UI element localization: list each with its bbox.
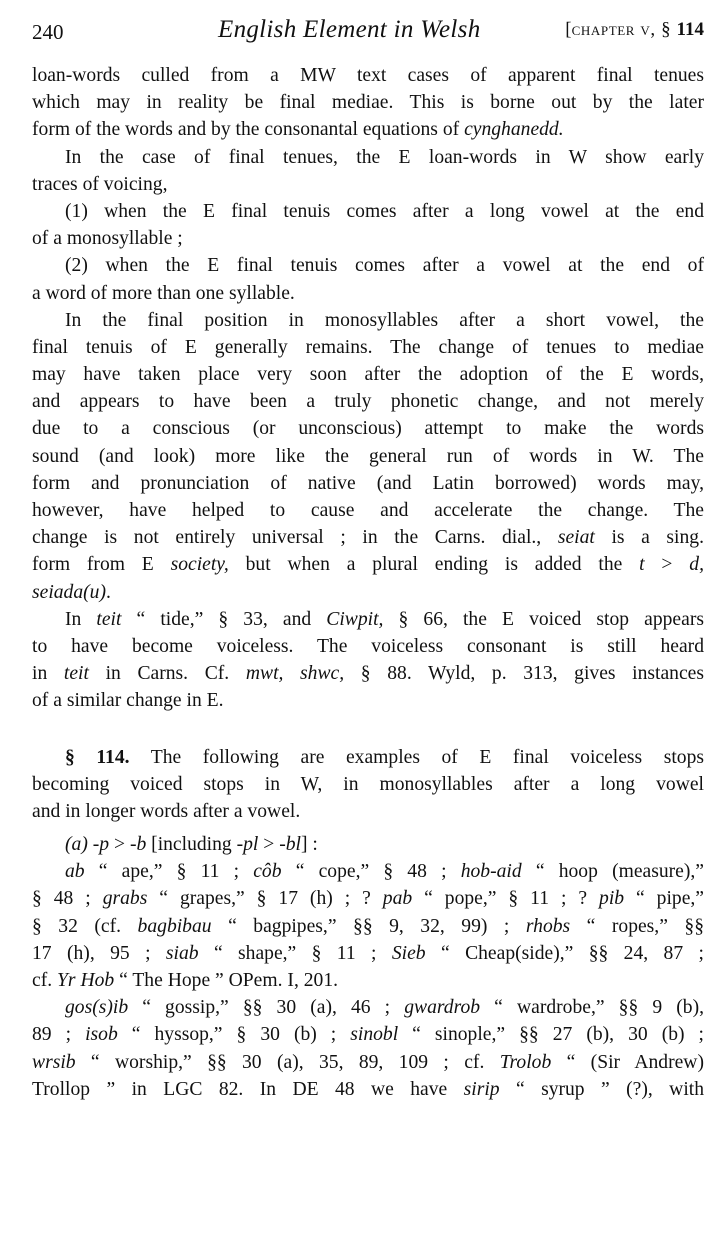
text-line: which may in reality be final mediae. This is borne out by the later — [32, 92, 704, 114]
text-line: of a similar change in E. — [32, 690, 224, 712]
text-line: sound (and look) more like the general run of words in W. The — [32, 445, 704, 467]
text-line: In the case of final tenues, the E loan-words in W show early — [65, 146, 704, 168]
text-line: and in longer words after a vowel. — [32, 800, 301, 822]
text-line: wrsib “ worship,” §§ 30 (a), 35, 89, 109 ; cf. Trolob “ (Sir Andrew) — [32, 1051, 704, 1073]
text-line: § 48 ; grabs “ grapes,” § 17 (h) ; ? pab “ pope,” § 11 ; ? pib “ pipe,” — [32, 888, 704, 910]
text-line: may have taken place very soon after the adoption of the E words, — [32, 364, 704, 386]
text-line: gos(s)ib “ gossip,” §§ 30 (a), 46 ; gwardrob “ wardrobe,” §§ 9 (b), — [65, 997, 705, 1019]
text-line: In the final position in monosyllables after a short vowel, the — [65, 309, 704, 331]
subsection-label: (a) -p > -b [including -pl > -bl] : — [65, 834, 318, 856]
section-reference — [565, 19, 704, 41]
text-line: becoming voiced stops in W, in monosyllables after a long vowel — [32, 773, 704, 795]
section-chapter: chapter v, § — [571, 19, 677, 40]
text-line: traces of voicing, — [32, 173, 168, 195]
section-number: 114 — [676, 19, 704, 40]
body-text — [32, 62, 704, 1103]
text-line: ab “ ape,” § 11 ; côb “ cope,” § 48 ; hob-aid “ hoop (measure),” — [65, 861, 704, 883]
text-line: seiada(u). — [32, 581, 111, 603]
text-line: a word of more than one syllable. — [32, 282, 295, 304]
text-line: Trollop ” in LGC 82. In DE 48 we have sirip “ syrup ” (?), with — [32, 1078, 704, 1100]
page-number: 240 — [32, 20, 64, 44]
text-line: (1) when the E final tenuis comes after a long vowel at the end — [65, 200, 704, 222]
text-line: form from E society, but when a plural ending is added the t > d, — [32, 554, 704, 576]
section-bracket: [ — [565, 19, 572, 40]
text-line: form and pronunciation of native (and Latin borrowed) words may, — [32, 472, 704, 494]
text-line: 17 (h), 95 ; siab “ shape,” § 11 ; Sieb “ Cheap(side),” §§ 24, 87 ; — [32, 942, 704, 964]
text-line: of a monosyllable ; — [32, 228, 183, 250]
text-line: § 32 (cf. bagbibau “ bagpipes,” §§ 9, 32, 99) ; rhobs “ ropes,” §§ — [32, 915, 704, 937]
text-line: 89 ; isob “ hyssop,” § 30 (b) ; sinobl “ sinople,” §§ 27 (b), 30 (b) ; — [32, 1024, 704, 1046]
running-title: English Element in Welsh — [218, 16, 481, 43]
text-line: to have become voiceless. The voiceless consonant is still heard — [32, 635, 704, 657]
text-line: loan-words culled from a MW text cases of apparent final tenues — [32, 65, 704, 86]
text-line: and appears to have been a truly phonetic change, and not merely — [32, 391, 704, 413]
text-line: due to a conscious (or unconscious) attempt to make the words — [32, 418, 704, 440]
text-line: in teit in Carns. Cf. mwt, shwc, § 88. Wyld, p. 313, gives instances — [32, 663, 704, 685]
running-header — [32, 14, 704, 46]
text-line: form of the words and by the consonantal equations of cynghanedd. — [32, 119, 564, 141]
text-line: final tenuis of E generally remains. The change of tenues to mediae — [32, 336, 704, 358]
text-line: cf. Yr Hob “ The Hope ” OPem. I, 201. — [32, 970, 339, 991]
text-line: however, have helped to cause and accelerate the change. The — [32, 500, 704, 521]
section-heading-line: § 114. The following are examples of E final voiceless stops — [65, 746, 705, 768]
text-line: In teit “ tide,” § 33, and Ciwpit, § 66, the E voiced stop appears — [65, 608, 704, 630]
text-line: (2) when the E final tenuis comes after a vowel at the end of — [65, 255, 704, 277]
text-line: change is not entirely universal ; in the Carns. dial., seiat is a sing. — [32, 527, 704, 549]
section-heading: § 114. — [65, 746, 130, 768]
section-gap — [32, 715, 704, 744]
